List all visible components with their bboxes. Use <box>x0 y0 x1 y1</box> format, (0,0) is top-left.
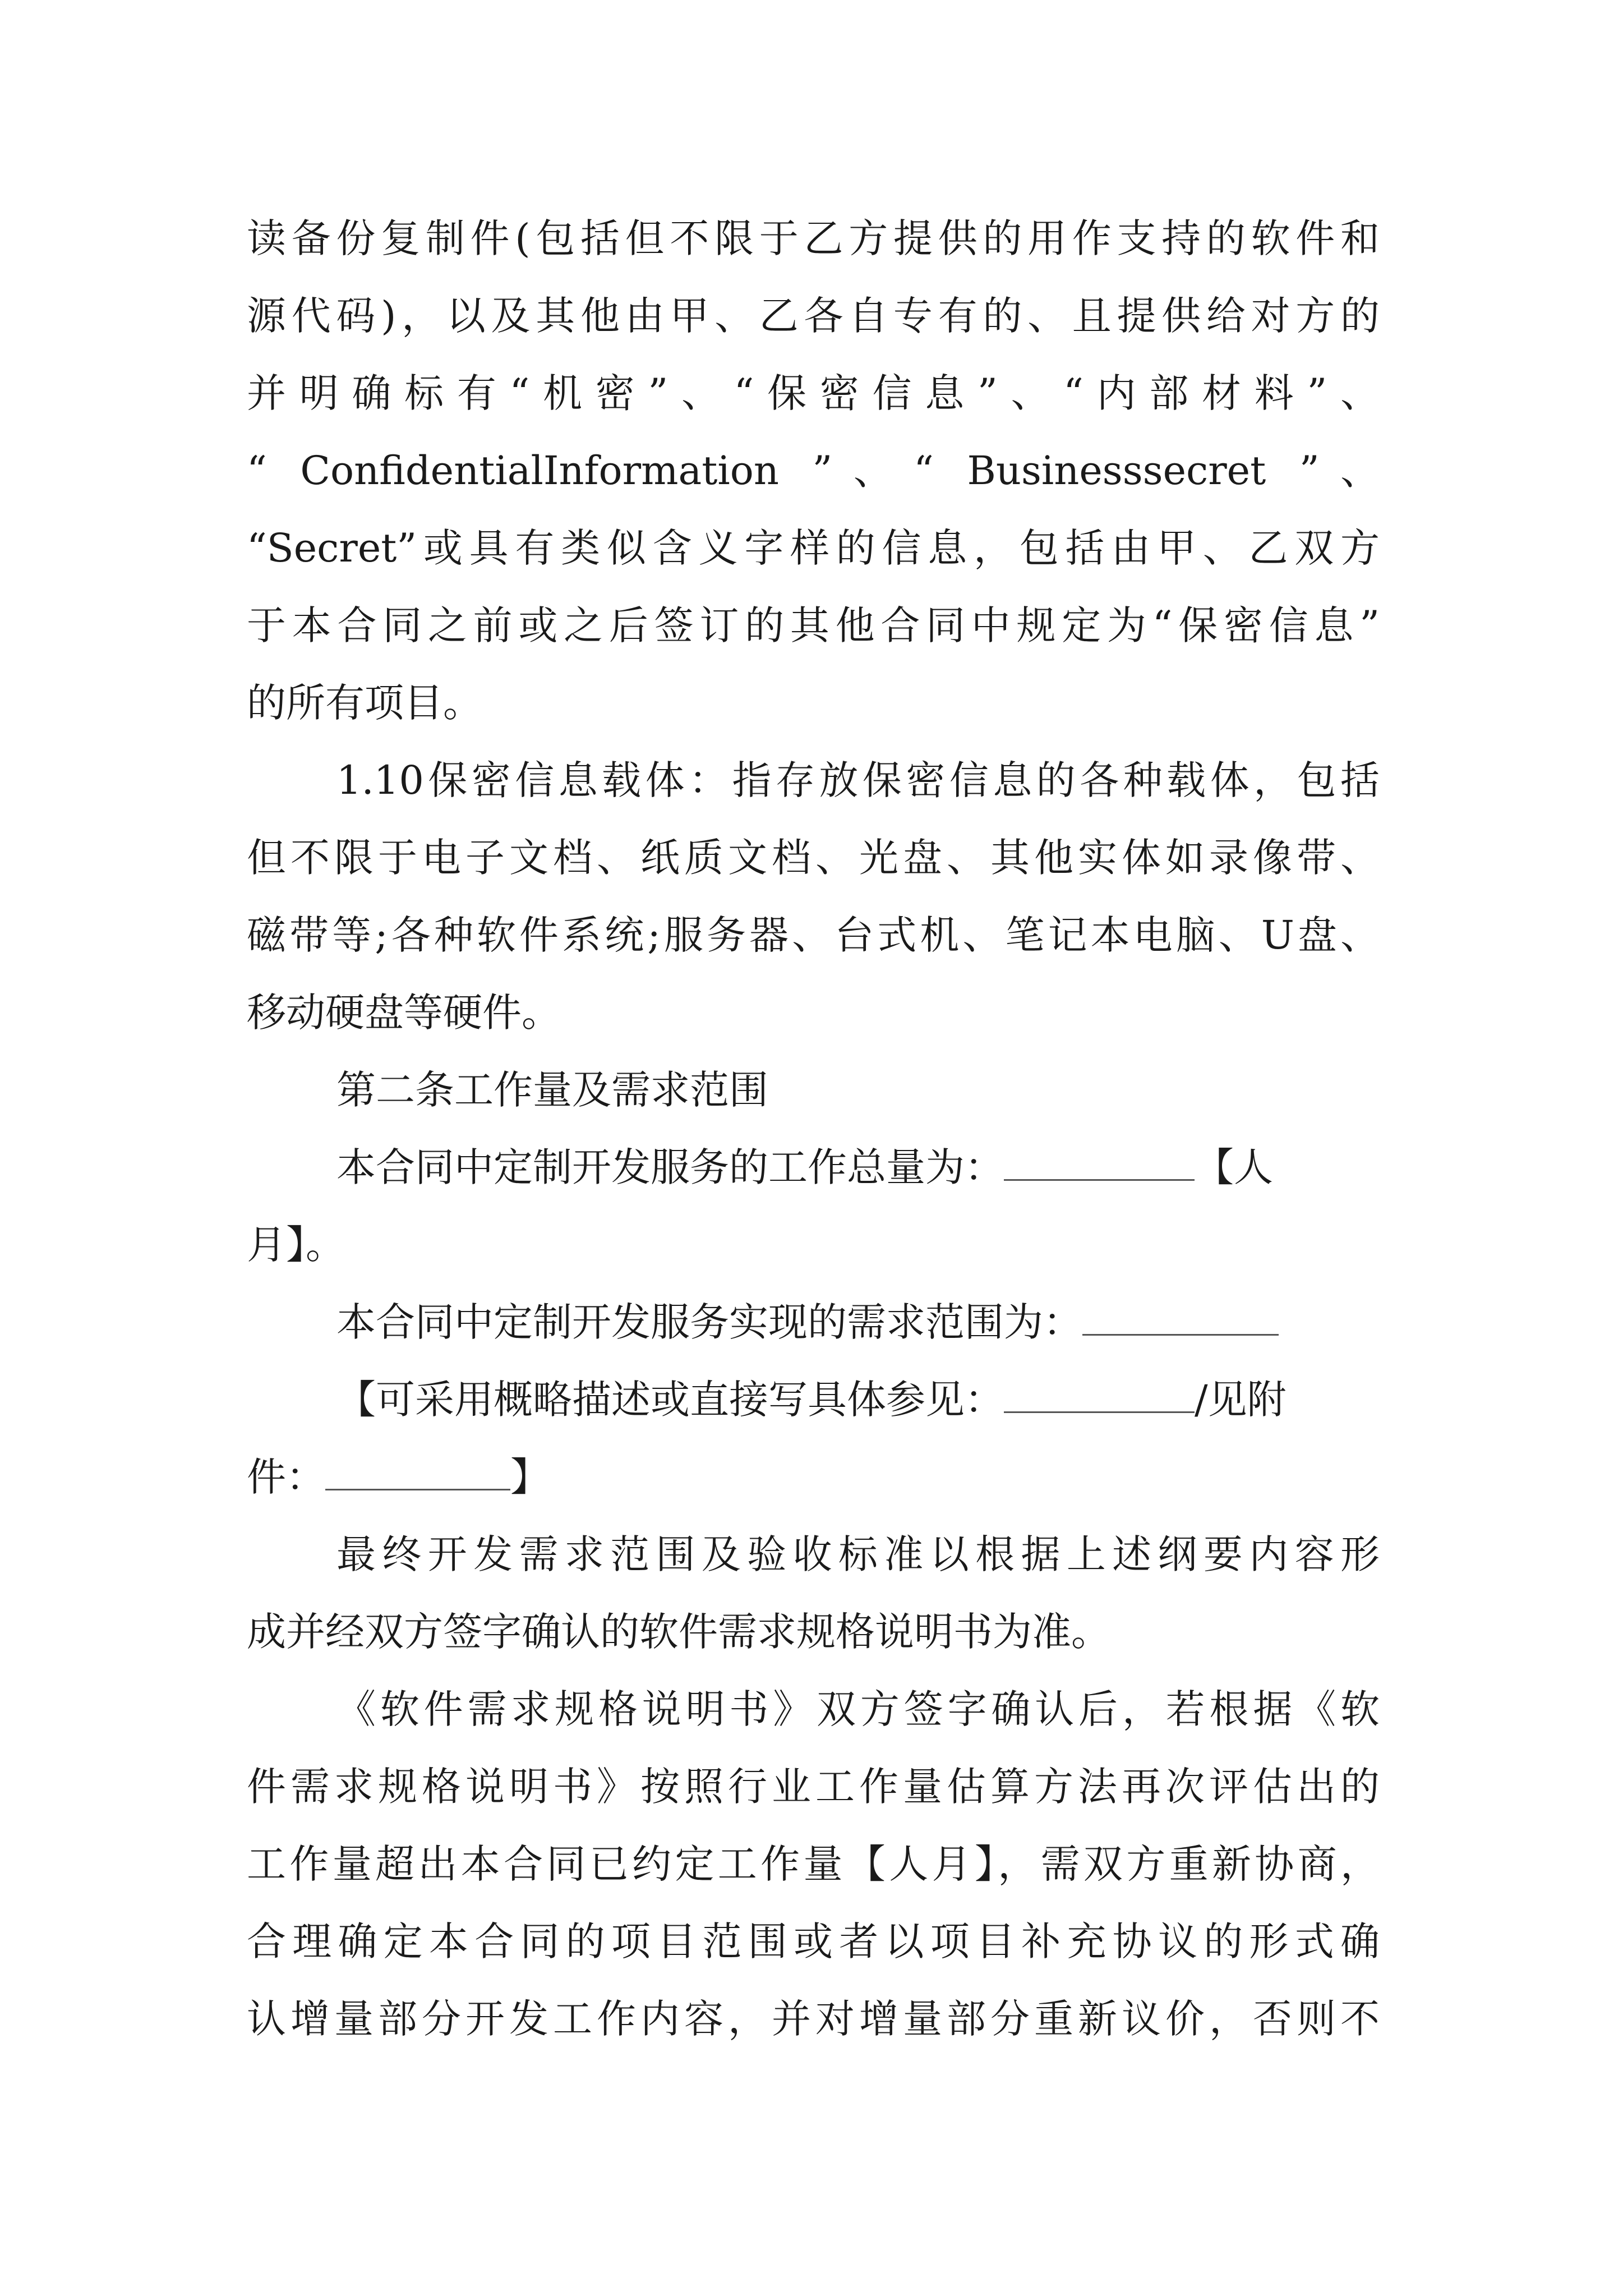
attachment-blank <box>325 1450 510 1490</box>
paragraph-line: 磁带等;各种软件系统;服务器、台式机、笔记本电脑、U盘、 <box>247 912 1380 958</box>
workload-line <box>336 1137 1380 1198</box>
paragraph-line: 并明确标有“机密”、“保密信息”、“内部材料”、 <box>247 370 1380 416</box>
paragraph-line: “Secret”或具有类似含义字样的信息，包括由甲、乙双方 <box>247 525 1380 571</box>
scope-attach-line <box>247 1446 1380 1508</box>
scope-label: 本合同中定制开发服务实现的需求范围为： <box>336 1299 1082 1345</box>
scope-line <box>336 1291 1380 1353</box>
workload-unit-start: 【人 <box>1195 1144 1273 1190</box>
paragraph-line: “ ConfidentialInformation ”、“ Businesssecret ”、 <box>247 448 1380 494</box>
workload-blank <box>1004 1140 1195 1181</box>
paragraph-line: 读备份复制件(包括但不限于乙方提供的用作支持的软件和 <box>247 215 1380 261</box>
scope-blank <box>1082 1295 1279 1336</box>
paragraph-line: 合理确定本合同的项目范围或者以项目补充协议的形式确 <box>247 1918 1380 1964</box>
paragraph-line: 的所有项目。 <box>247 680 482 726</box>
paragraph-line: 源代码)，以及其他由甲、乙各自专有的、且提供给对方的 <box>247 293 1380 339</box>
scope-note-line <box>336 1369 1380 1430</box>
paragraph-line: 成并经双方签字确认的软件需求规格说明书为准。 <box>247 1609 1110 1655</box>
paragraph-line: 《软件需求规格说明书》双方签字确认后，若根据《软 <box>336 1686 1380 1732</box>
workload-unit-end: 月】。 <box>247 1222 345 1268</box>
scope-note-label: 【可采用概略描述或直接写具体参见： <box>336 1377 1004 1423</box>
paragraph-line: 最终开发需求范围及验收标准以根据上述纲要内容形 <box>336 1531 1380 1577</box>
paragraph-line: 认增量部分开发工作内容，并对增量部分重新议价，否则不 <box>247 1996 1380 2042</box>
scope-note-end: 】 <box>510 1454 550 1500</box>
section-heading: 第二条工作量及需求范围 <box>336 1067 768 1113</box>
scope-note-mid: /见附 <box>1195 1377 1287 1423</box>
clause-1-10-line: 1.10保密信息载体：指存放保密信息的各种载体，包括 <box>336 757 1380 803</box>
paragraph-line: 移动硬盘等硬件。 <box>247 990 561 1036</box>
scope-note-blank <box>1004 1372 1195 1413</box>
paragraph-line: 件需求规格说明书》按照行业工作量估算方法再次评估出的 <box>247 1764 1380 1810</box>
paragraph-line: 但不限于电子文档、纸质文档、光盘、其他实体如录像带、 <box>247 835 1380 881</box>
paragraph-line: 于本合同之前或之后签订的其他合同中规定为“保密信息” <box>247 602 1380 648</box>
scope-attach-label: 件： <box>247 1454 325 1500</box>
paragraph-line: 工作量超出本合同已约定工作量【人月】，需双方重新协商， <box>247 1841 1380 1887</box>
workload-label: 本合同中定制开发服务的工作总量为： <box>336 1144 1004 1190</box>
